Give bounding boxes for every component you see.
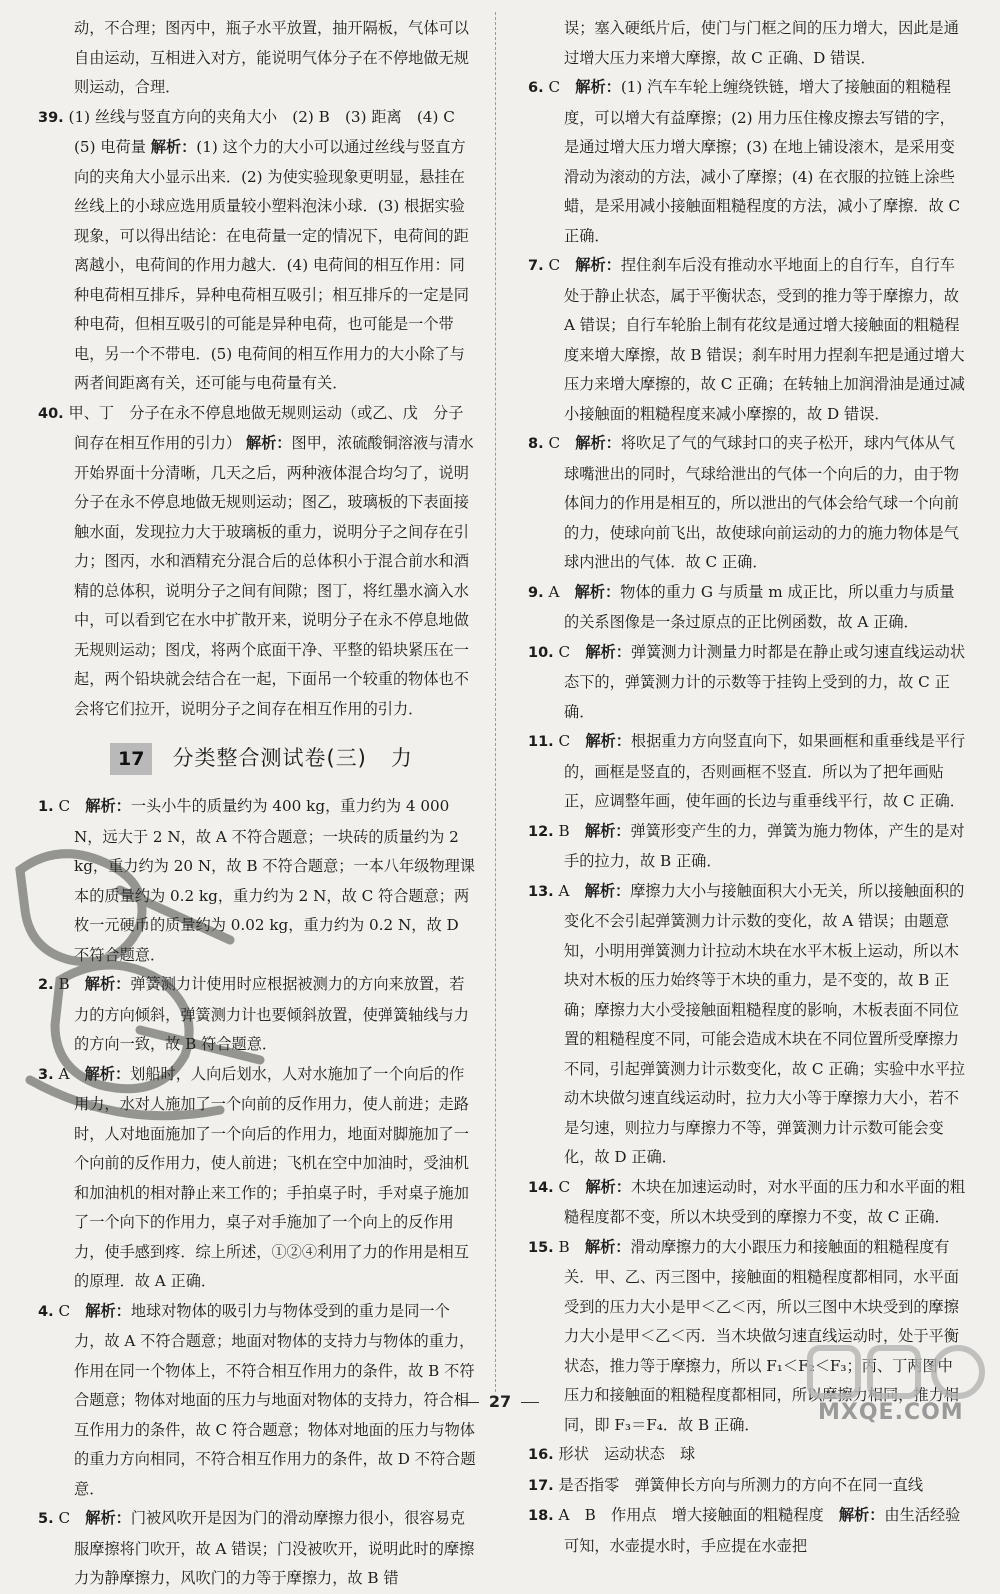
- analysis-label: 解析：: [585, 1177, 631, 1196]
- answer-text: C: [548, 78, 561, 96]
- analysis-label: 解析：: [585, 642, 631, 661]
- analysis-text: 捏住刹车后没有推动水平地面上的自行车，自行车处于静止状态，属于平衡状态，受到的推力等于摩擦力，故 A 错误；自行车轮胎上制有花纹是通过增大接触面的粗糙程度来增大摩擦，故 B 错误；刹车时用力捏刹车把是通过增大压力来增大摩擦的，故 C 正确；在转轴上加润滑油是通过减小接触面的粗糙程度来减小摩擦的，故 D 错误．: [564, 256, 965, 423]
- answer-text: A: [558, 881, 570, 900]
- analysis-text: 图甲，浓硫酸铜溶液与清水开始界面十分清晰，几天之后，两种液体混合均匀了，说明分子在永不停息地做无规则运动；图乙，玻璃板的下表面接触水面，发现拉力大于玻璃板的重力，说明分子之间存在引力；图丙，水和酒精充分混合后的总体积小于混合前水和酒精的总体积，说明分子之间有间隙；图丁，将红墨水滴入水中，可以看到它在水中扩散开来，说明分子在永不停息地做无规则运动；图戊，将两个底面干净、平整的铅块紧压在一起，两个铅块就会结合在一起，下面吊一个较重的物体也不会将它们拉开，说明分子之间存在相互作用的引力．: [74, 434, 474, 718]
- answer-text: C: [548, 256, 561, 274]
- question-number: 4.: [38, 1303, 54, 1320]
- analysis-text: 门被风吹开是因为门的滑动摩擦力很小，很容易克服摩擦将门吹开，故 A 错误；门没被吹开，说明此时的摩擦力为静摩擦力，风吹门的力等于摩擦力，故 B 错: [74, 1509, 475, 1587]
- right-column: [528, 14, 968, 1561]
- answer-item: [528, 1471, 968, 1502]
- section-number: 17: [110, 743, 152, 775]
- analysis-label: 解析：: [85, 797, 131, 815]
- column-divider: [495, 12, 496, 1392]
- answer-text: (1) 丝线与竖直方向的夹角大小 (2) B (3) 距离 (4) C (5) 电荷量: [68, 107, 471, 156]
- analysis-text: 弹簧测力计测量力时都是在静止或匀速直线运动状态下的，弹簧测力计的示数等于挂钩上受到的力，故 C 正确．: [564, 642, 966, 721]
- question-number: 13.: [528, 883, 554, 900]
- analysis-text: (1) 这个力的大小可以通过丝线与竖直方向的夹角大小显示出来．(2) 为使实验现象更明显，悬挂在丝线上的小球应选用质量较小塑料泡沫小球．(3) 根据实验现象，可以得出结论：在电荷量一定的情况下，电荷间的距离越小，电荷间的作用力越大．(4) 电荷间的相互作用：同种电荷相互排斥，异种电荷相互吸引；相互排斥的一定是同种电荷，但相互吸引的可能是异种电荷，也可能是一个带电，另一个不带电．(5) 电荷间的相互作用力的大小除了与两者间距离有关，还可能与电荷量有关．: [74, 138, 469, 392]
- question-number: 39.: [38, 109, 64, 126]
- answer-item: [528, 1173, 968, 1233]
- answer-item: [528, 578, 968, 638]
- answer-item: [528, 877, 968, 1173]
- continued-text: 误；塞入硬纸片后，使门与门框之间的压力增大，因此是通过增大压力来增大摩擦，故 C 正确、D 错误．: [564, 19, 959, 67]
- analysis-label: 解析：: [84, 1064, 131, 1083]
- analysis-text: 划船时，人向后划水，人对水施加了一个向后的作用力，水对人施加了一个向前的反作用力，使人前进；走路时，人对地面施加了一个向后的作用力，地面对脚施加了一个向前的反作用力，使人前进；飞机在空中加油时，受油机和加油机的相对静止来工作的；手拍桌子时，手对桌子施加了一个向下的作用力，桌子对手施加了一个向上的反作用力，使手感到疼．综上所述，①②④利用了力的作用是相互的原理．故 A 正确．: [74, 1064, 469, 1290]
- answer-item: [528, 251, 968, 429]
- question-number: 3.: [38, 1066, 54, 1083]
- question-number: 11.: [528, 734, 554, 750]
- analysis-text: 弹簧形变产生的力，弹簧为施力物体，产生的是对手的拉力，故 B 正确．: [564, 821, 965, 870]
- question-number: 18.: [528, 1508, 554, 1524]
- analysis-label: 解析：: [584, 821, 631, 840]
- question-number: 1.: [38, 799, 54, 815]
- answer-text: C: [558, 1177, 571, 1196]
- answer-item: [528, 1440, 968, 1471]
- analysis-label: 解析：: [150, 138, 197, 156]
- answer-39: [38, 103, 478, 399]
- analysis-label: 解析：: [84, 975, 131, 993]
- answer-text: 甲、丁 分子在永不停息地做无规则运动（或乙、戊 分子间存在相互作用的引力）: [68, 403, 464, 452]
- question-number: 6.: [528, 80, 544, 96]
- analysis-label: 解析：: [584, 881, 631, 900]
- answer-text: C: [58, 1301, 71, 1320]
- answer-40: [38, 399, 478, 725]
- answer-text: C: [58, 797, 71, 815]
- analysis-text: 一头小牛的质量约为 400 kg，重力约为 4 000 N，远大于 2 N，故 A 不符合题意；一块砖的质量约为 2 kg，重力约为 20 N，故 B 不符合题意；一本八年级物理课本的质量约为 0.2 kg，重力约为 2 N，故 C 符合题意；两枚一元硬币的质量约为 0.02 kg，重力约为 0.2 N，故 D 不符合题意．: [74, 797, 475, 964]
- question-number: 12.: [528, 823, 554, 840]
- analysis-text: 摩擦力大小与接触面积大小无关，所以接触面积的变化不会引起弹簧测力计示数的变化，故 A 错误；由题意知，小明用弹簧测力计拉动木块在水平木板上运动，所以木块对木板的压力始终等于木块的重力，是不变的，故 B 正确；摩擦力大小受接触面粗糙程度的影响，木板表面不同位置的粗糙程度不同，可能会造成木块在不同位置所受摩擦力不同，引起弹簧测力计示数变化，故 C 正确；实验中水平拉动木块做匀速直线运动时，拉力大小等于摩擦力大小，若不是匀速，则拉力与摩擦力不等，弹簧测力计示数可能会变化，故 D 正确．: [564, 881, 965, 1166]
- analysis-text: 由生活经验可知，水壶提水时，手应提在水壶把: [564, 1506, 961, 1555]
- answer-text: C: [558, 642, 571, 661]
- answer-text: 是否指零 弹簧伸长方向与所测力的方向不在同一直线: [558, 1475, 924, 1494]
- answer-item: [528, 817, 968, 877]
- answer-item: [528, 429, 968, 578]
- answer-text: A: [548, 582, 560, 601]
- page-number: 27: [0, 1392, 1000, 1411]
- analysis-label: 解析：: [838, 1506, 885, 1524]
- analysis-label: 解析：: [575, 256, 621, 274]
- answer-text: C: [548, 434, 561, 452]
- answer-item: [528, 727, 968, 817]
- analysis-text: (1) 汽车车轮上缠绕铁链，增大了接触面的粗糙程度，可以增大有益摩擦；(2) 用力压住橡皮擦去写错的字，是通过增大压力增大摩擦；(3) 在地上铺设滚木，是采用变滑动为滚动的方法，减小了摩擦；(4) 在衣服的拉链上涂些蜡，是采用减小接触面粗糙程度的方法，减小了摩擦．故 C 正确．: [564, 78, 961, 245]
- question-number: 5.: [38, 1511, 54, 1527]
- section-topic: 力: [390, 746, 413, 771]
- school-stamp-icon: [0, 830, 280, 1160]
- answer-text: C: [58, 1509, 71, 1527]
- answer-text: C: [558, 732, 571, 750]
- analysis-text: 滑动摩擦力的大小跟压力和接触面的粗糙程度有关．甲、乙、丙三图中，接触面的粗糙程度都相同，水平面受到的压力大小是甲＜乙＜丙，所以三图中木块受到的摩擦力大小是甲＜乙＜丙．当木块做匀速直线运动时，处于平衡状态，推力等于摩擦力，所以 F₁＜F₂＜F₃；丙、丁两图中压力和接触面的粗糙程度都相同，所以摩擦力相同，推力相同，即 F₃＝F₄．故 B 正确．: [564, 1237, 959, 1434]
- continued-text: 动，不合理；图丙中，瓶子水平放置，抽开隔板，气体可以自由运动，互相进入对方，能说明气体分子在不停地做无规则运动，合理．: [74, 19, 469, 96]
- question-number: 10.: [528, 644, 554, 661]
- right-answer-list: [528, 73, 968, 1561]
- analysis-text: 木块在加速运动时，对水平面的压力和水平面的粗糙程度都不变，所以木块受到的摩擦力不变，故 C 正确．: [564, 1177, 966, 1226]
- analysis-text: 根据重力方向竖直向下，如果画框和重垂线是平行的，画框是竖直的，否则画框不竖直．所以为了把年画贴正，应调整年画，使年画的长边与重垂线平行，故 C 正确．: [564, 732, 966, 810]
- analysis-label: 解析：: [575, 434, 621, 452]
- analysis-label: 解析：: [585, 732, 631, 750]
- analysis-label: 解析：: [584, 1237, 631, 1256]
- question-number: 16.: [528, 1447, 554, 1463]
- section-title: [172, 744, 412, 774]
- answer-text: A B 作用点 增大接触面的粗糙程度: [558, 1506, 824, 1524]
- question-number: 14.: [528, 1179, 554, 1196]
- section-title-text: 分类整合测试卷(三): [172, 746, 367, 771]
- question-number: 8.: [528, 436, 544, 452]
- analysis-label: 解析：: [574, 582, 621, 601]
- answer-text: B: [558, 821, 570, 840]
- answer-text: 形状 运动状态 球: [558, 1445, 696, 1463]
- analysis-text: 将吹足了气的气球封口的夹子松开，球内气体从气球嘴泄出的同时，气球给泄出的气体一个向后的力，由于物体间力的作用是相互的，所以泄出的气体会给气球一个向前的力，使球向前飞出，故使球向前运动的力的施力物体是气球内泄出的气体．故 C 正确．: [564, 434, 959, 571]
- question-number: 7.: [528, 258, 544, 274]
- question-number: 15.: [528, 1239, 554, 1256]
- analysis-label: 解析：: [245, 434, 292, 452]
- answer-text: A: [58, 1064, 70, 1083]
- question-number: 2.: [38, 977, 54, 993]
- question-number: 40.: [38, 405, 64, 422]
- section-header: [110, 742, 478, 776]
- question-number: 9.: [528, 584, 544, 601]
- analysis-text: 弹簧测力计使用时应根据被测力的方向来放置，若力的方向倾斜，弹簧测力计也要倾斜放置，使弹簧轴线与力的方向一致，故 B 符合题意．: [74, 975, 469, 1053]
- analysis-label: 解析：: [575, 78, 621, 96]
- answer-text: B: [558, 1237, 570, 1256]
- answer-item: [528, 638, 968, 728]
- answer-item: [528, 73, 968, 251]
- analysis-label: 解析：: [85, 1509, 131, 1527]
- question-number: 17.: [528, 1477, 554, 1494]
- watermark-text: MXQE.COM: [818, 1400, 964, 1425]
- analysis-text: 物体的重力 G 与质量 m 成正比，所以重力与质量的关系图像是一条过原点的正比例函数，故 A 正确．: [564, 582, 955, 631]
- analysis-text: 地球对物体的吸引力与物体受到的重力是同一个力，故 A 不符合题意；地面对物体的支持力与物体的重力，作用在同一个物体上，不符合相互作用力的条件，故 B 不符合题意；物体对地面的压力与地面对物体的支持力，符合相互作用力的条件，故 C 符合题意；物体对地面的压力与物体的重力方向相同，不符合相互作用力的条件，故 D 不符合题意．: [74, 1301, 476, 1498]
- left-column: [38, 14, 478, 1594]
- analysis-label: 解析：: [85, 1301, 131, 1320]
- answer-text: B: [58, 975, 70, 993]
- answer-item: [528, 1501, 968, 1561]
- answer-item: [38, 1504, 478, 1594]
